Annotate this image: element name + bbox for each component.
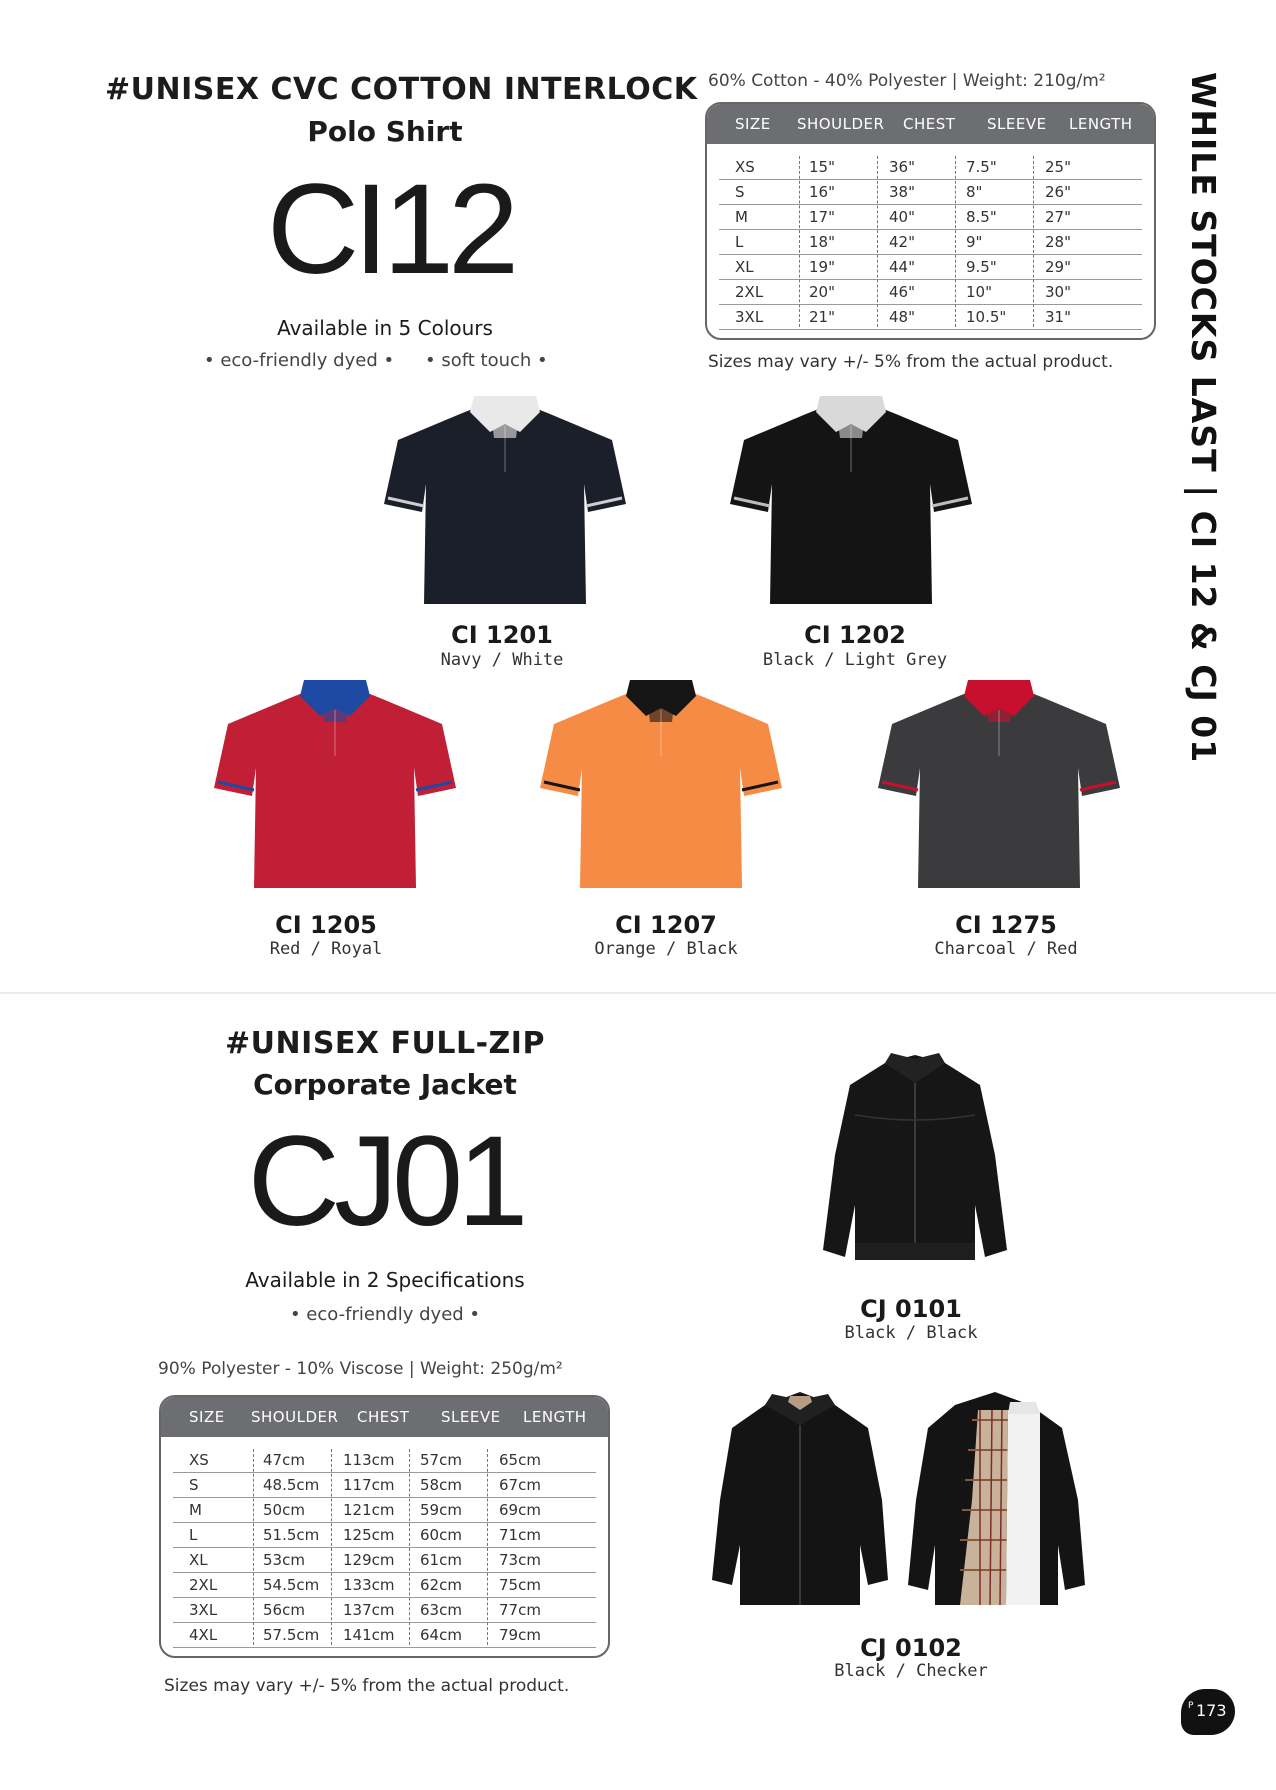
- polo-product-code: CI12: [266, 158, 514, 301]
- polo-image-1202: [726, 392, 976, 612]
- table-cell: 48.5cm: [263, 1476, 320, 1494]
- table-row: [173, 1497, 596, 1523]
- polo-availability: Available in 5 Colours: [277, 316, 493, 340]
- table-cell: L: [735, 233, 744, 251]
- polo-image-1207: [536, 676, 786, 896]
- table-row: [173, 1472, 596, 1498]
- jacket-image-0101: [815, 1045, 1015, 1280]
- jacket-size-table: [159, 1395, 610, 1658]
- polo-image-1201: [380, 392, 630, 612]
- table-cell: 58cm: [420, 1476, 462, 1494]
- table-cell: 62cm: [420, 1576, 462, 1594]
- table-cell: 2XL: [189, 1576, 218, 1594]
- table-row: [719, 254, 1142, 280]
- table-cell: 38": [889, 183, 915, 201]
- polo-image-1275: [874, 676, 1124, 896]
- table-cell: 71cm: [499, 1526, 541, 1544]
- table-row: [173, 1522, 596, 1548]
- table-cell: 113cm: [343, 1451, 395, 1469]
- table-cell: 50cm: [263, 1501, 305, 1519]
- table-row: [173, 1547, 596, 1573]
- table-cell: 42": [889, 233, 915, 251]
- table-cell: 36": [889, 158, 915, 176]
- column-divider: [487, 1449, 488, 1645]
- table-row: [173, 1622, 596, 1648]
- product-code-1207: CI 1207: [615, 911, 717, 939]
- jacket-availability: Available in 2 Specifications: [245, 1268, 525, 1292]
- polo-image-1205: [210, 676, 460, 896]
- table-cell: 54.5cm: [263, 1576, 320, 1594]
- table-cell: 9.5": [966, 258, 997, 276]
- table-cell: XS: [735, 158, 755, 176]
- table-cell: 20": [809, 283, 835, 301]
- table-row: [173, 1572, 596, 1598]
- table-cell: 21": [809, 308, 835, 326]
- table-cell: 57.5cm: [263, 1626, 320, 1644]
- table-cell: 28": [1045, 233, 1071, 251]
- jacket-subtitle: Corporate Jacket: [253, 1068, 517, 1101]
- table-row: [719, 179, 1142, 205]
- table-cell: 18": [809, 233, 835, 251]
- table-row: [173, 1597, 596, 1623]
- polo-size-note: Sizes may vary +/- 5% from the actual product.: [708, 352, 1114, 372]
- table-cell: 125cm: [343, 1526, 395, 1544]
- product-code-0102: CJ 0102: [860, 1634, 962, 1662]
- table-row: [719, 304, 1142, 330]
- jacket-product-code: CJ01: [247, 1110, 523, 1253]
- table-cell: 79cm: [499, 1626, 541, 1644]
- product-colors-1202: Black / Light Grey: [762, 650, 948, 670]
- table-cell: 26": [1045, 183, 1071, 201]
- table-cell: 8.5": [966, 208, 997, 226]
- table-cell: 10.5": [966, 308, 1007, 326]
- table-row: [719, 279, 1142, 305]
- table-cell: 64cm: [420, 1626, 462, 1644]
- column-divider: [799, 156, 800, 327]
- polo-fabric-spec: 60% Cotton - 40% Polyester | Weight: 210g/m²: [708, 71, 1106, 91]
- header-length: LENGTH: [523, 1408, 587, 1426]
- jacket-image-0102: [710, 1380, 1130, 1620]
- jacket-feature-eco: • eco-friendly dyed •: [289, 1304, 481, 1325]
- table-cell: 44": [889, 258, 915, 276]
- column-divider: [877, 156, 878, 327]
- table-cell: 56cm: [263, 1601, 305, 1619]
- header-sleeve: SLEEVE: [987, 115, 1047, 133]
- table-cell: 51.5cm: [263, 1526, 320, 1544]
- product-code-0101: CJ 0101: [860, 1295, 962, 1323]
- table-cell: 121cm: [343, 1501, 395, 1519]
- table-cell: 25": [1045, 158, 1071, 176]
- product-code-1205: CI 1205: [275, 911, 377, 939]
- table-cell: 129cm: [343, 1551, 395, 1569]
- table-cell: M: [735, 208, 748, 226]
- product-colors-1275: Charcoal / Red: [934, 939, 1078, 959]
- table-cell: 29": [1045, 258, 1071, 276]
- column-divider: [1033, 156, 1034, 327]
- column-divider: [253, 1449, 254, 1645]
- section-divider: [0, 992, 1276, 994]
- table-row: [719, 229, 1142, 255]
- table-cell: 7.5": [966, 158, 997, 176]
- table-cell: 19": [809, 258, 835, 276]
- column-divider: [955, 156, 956, 327]
- table-row: [719, 154, 1142, 180]
- header-size: SIZE: [189, 1408, 225, 1426]
- product-code-1202: CI 1202: [804, 621, 906, 649]
- table-header: [161, 1397, 608, 1437]
- table-cell: 60cm: [420, 1526, 462, 1544]
- table-cell: S: [189, 1476, 199, 1494]
- product-colors-1201: Navy / White: [440, 650, 564, 670]
- page-prefix: P: [1188, 1701, 1194, 1711]
- product-code-1201: CI 1201: [451, 621, 553, 649]
- jacket-fabric-spec: 90% Polyester - 10% Viscose | Weight: 250g/m²: [158, 1359, 563, 1379]
- page-number: 173: [1196, 1701, 1227, 1720]
- page-number-badge: [1181, 1689, 1235, 1735]
- table-cell: S: [735, 183, 745, 201]
- product-colors-0101: Black / Black: [844, 1323, 978, 1343]
- table-cell: XL: [735, 258, 754, 276]
- polo-feature-soft: • soft touch •: [425, 350, 548, 371]
- table-cell: M: [189, 1501, 202, 1519]
- table-cell: 16": [809, 183, 835, 201]
- product-colors-1207: Orange / Black: [594, 939, 738, 959]
- table-cell: 117cm: [343, 1476, 395, 1494]
- header-shoulder: SHOULDER: [797, 115, 885, 133]
- table-cell: L: [189, 1526, 198, 1544]
- table-cell: 4XL: [189, 1626, 218, 1644]
- table-cell: 27": [1045, 208, 1071, 226]
- product-code-1275: CI 1275: [955, 911, 1057, 939]
- product-colors-0102: Black / Checker: [834, 1661, 988, 1681]
- column-divider: [409, 1449, 410, 1645]
- table-cell: 9": [966, 233, 983, 251]
- table-cell: 77cm: [499, 1601, 541, 1619]
- table-cell: XL: [189, 1551, 208, 1569]
- table-cell: 30": [1045, 283, 1071, 301]
- table-cell: 67cm: [499, 1476, 541, 1494]
- jacket-hashtag-title: #UNISEX FULL-ZIP: [225, 1026, 545, 1061]
- jacket-size-note: Sizes may vary +/- 5% from the actual product.: [164, 1676, 570, 1696]
- table-cell: 63cm: [420, 1601, 462, 1619]
- column-divider: [331, 1449, 332, 1645]
- header-chest: CHEST: [903, 115, 956, 133]
- table-cell: 31": [1045, 308, 1071, 326]
- table-cell: 61cm: [420, 1551, 462, 1569]
- header-sleeve: SLEEVE: [441, 1408, 501, 1426]
- sidebar-label: WHILE STOCKS LAST | CI 12 & CJ 01: [1184, 72, 1223, 764]
- table-header: [707, 104, 1154, 144]
- product-colors-1205: Red / Royal: [269, 939, 383, 959]
- header-size: SIZE: [735, 115, 771, 133]
- table-row: [719, 204, 1142, 230]
- table-cell: 65cm: [499, 1451, 541, 1469]
- table-cell: 137cm: [343, 1601, 395, 1619]
- table-cell: 3XL: [189, 1601, 218, 1619]
- table-cell: 69cm: [499, 1501, 541, 1519]
- table-cell: 57cm: [420, 1451, 462, 1469]
- polo-hashtag-title: #UNISEX CVC COTTON INTERLOCK: [105, 72, 698, 107]
- table-cell: 73cm: [499, 1551, 541, 1569]
- table-cell: 75cm: [499, 1576, 541, 1594]
- polo-feature-eco: • eco-friendly dyed •: [204, 350, 395, 371]
- table-cell: 2XL: [735, 283, 764, 301]
- table-cell: 10": [966, 283, 992, 301]
- header-shoulder: SHOULDER: [251, 1408, 339, 1426]
- table-cell: 15": [809, 158, 835, 176]
- table-cell: 8": [966, 183, 983, 201]
- table-cell: 141cm: [343, 1626, 395, 1644]
- table-cell: 59cm: [420, 1501, 462, 1519]
- table-cell: 133cm: [343, 1576, 395, 1594]
- table-row: [173, 1447, 596, 1473]
- table-cell: 17": [809, 208, 835, 226]
- polo-size-table: [705, 102, 1156, 340]
- table-cell: XS: [189, 1451, 209, 1469]
- header-chest: CHEST: [357, 1408, 410, 1426]
- table-cell: 3XL: [735, 308, 764, 326]
- table-cell: 46": [889, 283, 915, 301]
- header-length: LENGTH: [1069, 115, 1133, 133]
- table-cell: 53cm: [263, 1551, 305, 1569]
- table-cell: 48": [889, 308, 915, 326]
- polo-subtitle: Polo Shirt: [307, 115, 463, 148]
- table-cell: 40": [889, 208, 915, 226]
- table-cell: 47cm: [263, 1451, 305, 1469]
